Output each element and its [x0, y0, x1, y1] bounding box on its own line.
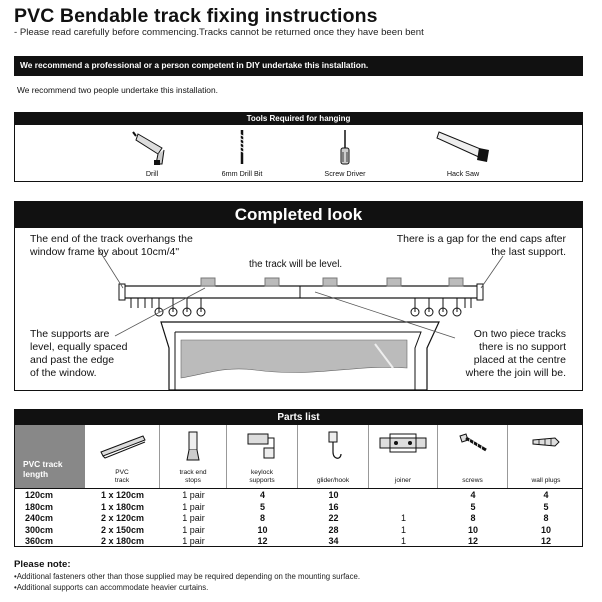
table-cell: 34: [328, 536, 339, 547]
note-line: There is a gap for the end caps after: [396, 233, 566, 245]
table-cell: 10: [328, 490, 339, 500]
table-cell: 240cm: [25, 513, 54, 524]
note-line: where the join will be.: [465, 367, 566, 379]
note-line: The supports are: [30, 328, 110, 340]
note-line: The end of the track overhangs the: [30, 233, 193, 245]
note-item: •Additional supports can accommodate heavier curtains.: [14, 583, 209, 592]
col-keylock-supports: [227, 425, 298, 488]
table-cell: 8: [259, 513, 265, 524]
table-row: [15, 513, 583, 525]
table-cell: 16: [328, 501, 339, 512]
track-length-header: [15, 425, 85, 488]
col-label: keylock: [251, 469, 273, 476]
professional-warning: We recommend a professional or a person competent in DIY undertake this installation.: [14, 56, 583, 76]
table-cell: 1: [400, 536, 406, 547]
note-line: the last support.: [491, 246, 566, 258]
note-item: •Additional fasteners other than those supplied may be required depending on the mounting surface.: [14, 572, 361, 581]
note-end-gap: [397, 233, 566, 259]
note-overhang: [30, 233, 193, 259]
joiner-icon: [376, 430, 430, 456]
tool-label: Drill: [145, 169, 159, 178]
note-line: placed at the centre: [473, 354, 566, 366]
page-title: PVC Bendable track fixing instructions: [14, 5, 378, 27]
end-stop-icon: [181, 430, 205, 462]
page-subtitle: - Please read carefully before commencing.Tracks cannot be returned once they have been bent: [14, 27, 424, 38]
table-cell: 10: [467, 524, 478, 535]
col-end-stops: [160, 425, 227, 488]
completed-look-heading: Completed look: [15, 202, 582, 228]
table-row: [15, 536, 583, 547]
table-cell: 1 pair: [182, 501, 205, 512]
table-cell: 22: [328, 513, 339, 524]
two-people-note: We recommend two people undertake this installation.: [17, 85, 218, 95]
tool-label: Screw Driver: [324, 169, 366, 178]
notes-heading: Please note:: [14, 559, 71, 570]
table-cell: 1 pair: [182, 513, 205, 524]
note-supports: [30, 328, 127, 380]
col-screws: [438, 425, 508, 488]
table-cell: 10: [257, 524, 268, 535]
table-cell: 10: [540, 524, 551, 535]
col-joiner: [369, 425, 438, 488]
col-label: track: [114, 477, 130, 484]
table-cell: 12: [540, 536, 551, 547]
table-cell: 120cm: [25, 490, 54, 500]
parts-list-section: [14, 409, 583, 547]
table-cell: 5: [543, 501, 549, 512]
header-line: length: [23, 469, 49, 479]
table-cell: 1 pair: [182, 524, 205, 535]
table-cell: 28: [328, 524, 339, 535]
table-cell: 1 pair: [182, 536, 205, 547]
note-line: window frame by about 10cm/4": [30, 246, 180, 258]
tools-section: [14, 112, 583, 182]
note-line: level, equally spaced: [30, 341, 128, 353]
screw-icon: [456, 430, 490, 456]
tool-screwdriver: [300, 125, 390, 181]
table-cell: 360cm: [25, 536, 54, 547]
col-pvc-track: [85, 425, 160, 488]
table-cell: 5: [470, 501, 476, 512]
col-wall-plugs: [508, 425, 583, 488]
table-cell: 1 x 120cm: [100, 490, 145, 500]
note-line: and past the edge: [30, 354, 115, 366]
table-cell: 2 x 120cm: [100, 513, 145, 524]
tools-heading: Tools Required for hanging: [15, 113, 582, 125]
completed-look-section: [14, 201, 583, 391]
col-label: stops: [185, 477, 201, 484]
table-cell: 4: [259, 490, 265, 500]
screwdriver-icon: [335, 128, 355, 166]
table-cell: 1: [400, 513, 406, 524]
table-cell: 180cm: [25, 501, 54, 512]
tool-label: 6mm Drill Bit: [221, 169, 263, 178]
note-line: of the window.: [30, 367, 97, 379]
note-join: [466, 328, 566, 380]
col-label: PVC: [115, 469, 129, 476]
hacksaw-icon: [433, 128, 493, 166]
pvc-track-icon: [97, 430, 147, 460]
tool-drill: [107, 125, 197, 181]
table-cell: 12: [257, 536, 268, 547]
table-cell: 5: [259, 501, 265, 512]
col-label: supports: [249, 477, 275, 484]
table-row: [15, 502, 583, 514]
col-label: joiner: [394, 477, 412, 484]
col-label: glider/hook: [316, 477, 350, 484]
table-cell: 4: [470, 490, 476, 500]
table-cell: 2 x 150cm: [100, 524, 145, 535]
tool-hacksaw: [418, 125, 508, 181]
tool-label: Hack Saw: [446, 169, 480, 178]
glider-hook-icon: [321, 430, 345, 464]
table-cell: 4: [543, 490, 549, 500]
table-cell: 8: [543, 513, 549, 524]
table-divider: [15, 488, 583, 489]
drill-icon: [132, 128, 172, 166]
note-line: there is no support: [479, 341, 566, 353]
table-row: [15, 525, 583, 537]
table-cell: 1 x 180cm: [100, 501, 145, 512]
wall-plug-icon: [529, 430, 563, 456]
table-cell: 1: [400, 524, 406, 535]
note-level: the track will be level.: [249, 259, 343, 270]
col-glider-hook: [298, 425, 369, 488]
tool-drill-bit: [197, 125, 287, 181]
header-line: PVC track: [23, 459, 63, 469]
table-cell: 1 pair: [182, 490, 205, 500]
table-cell: 300cm: [25, 524, 54, 535]
note-line: On two piece tracks: [473, 328, 566, 340]
drill-bit-icon: [232, 128, 252, 166]
table-row: [15, 490, 583, 502]
table-cell: 8: [470, 513, 476, 524]
table-cell: 2 x 180cm: [100, 536, 145, 547]
keylock-support-icon: [244, 430, 280, 462]
col-label: wall plugs: [531, 477, 561, 484]
col-label: screws: [462, 477, 483, 484]
table-cell: 12: [467, 536, 478, 547]
parts-list-heading: Parts list: [15, 410, 582, 425]
col-label: track end: [179, 469, 207, 476]
